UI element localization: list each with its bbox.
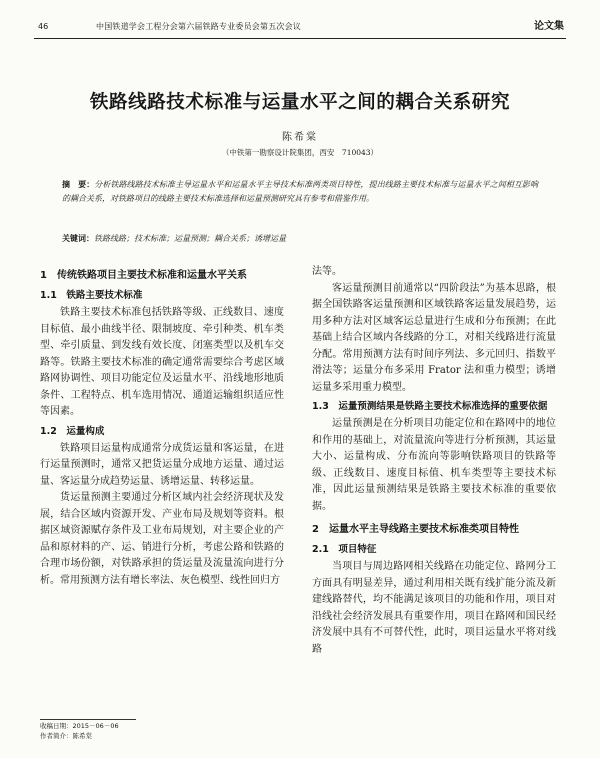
footnote	[40, 721, 119, 741]
keywords-label: 关键词：	[62, 233, 94, 243]
section-2-heading: 2 运量水平主导线路主要技术标准类项目特性	[312, 524, 519, 535]
section-1-3-paragraph: 运量预测是在分析项目功能定位和在路网中的地位和作用的基础上，对流量流向等进行分析预测，其运量大小、运量构成、分布流向等影响铁路项目的铁路等级、正线数目、速度目标值、机车类型等主要技术标准，因此运量预测结果是铁路主要技术标准的重要依据。	[312, 418, 556, 512]
section-1-2-paragraph-1: 铁路项目运量构成通常分成货运量和客运量，在进行运量预测时，通常又把货运量分成地方运量、通过运量、客运量分成趋势运量、诱增运量、转移运量。	[40, 442, 284, 487]
received-date: 收稿日期：2015－06－06	[40, 722, 119, 730]
running-header	[34, 18, 566, 39]
abstract-text: 分析铁路线路技术标准主导运量水平和运量水平主导技术标准两类项目特性，提出线路主要技术标准与运量水平之间相互影响的耦合关系，对铁路项目的线路主要技术标准选择和运量预测研究具有参考和借鉴作用。	[62, 180, 538, 203]
keywords-text: 铁路线路；技术标准；运量预测；耦合关系；诱增运量	[94, 234, 286, 243]
abstract	[62, 178, 538, 205]
section-1-2-heading: 1.2 运量构成	[40, 425, 105, 437]
section-2-1-paragraph: 当项目与周边路网相关线路在功能定位、路网分工方面具有明显差异，通过利用相关既有线扩能分流及新建线路替代，均不能满足该项目的功能和作用，项目对沿线社会经济发展具有重要作用，项目在路网和国民经济发展中具有不可替代性，此时，项目运量水平将对线路	[312, 561, 556, 655]
section-1-1-paragraph: 铁路主要技术标准包括铁路等级、正线数目、速度目标值、最小曲线半径、限制坡度、牵引种类、机车类型、牵引质量、到发线有效长度、闭塞类型以及机车交路等。铁路主要技术标准的确定通常需要综合考虑区域路网协调性、项目功能定位及运量水平、沿线地形地质条件、工程特点、机车选用情况、通道运输组织适应性等因素。	[40, 307, 284, 417]
left-column	[40, 264, 284, 589]
section-1-heading: 1 传统铁路项目主要技术标准和运量水平关系	[40, 270, 247, 281]
paper-title: 铁路线路技术标准与运量水平之间的耦合关系研究	[89, 92, 511, 113]
footnote-rule	[40, 719, 136, 720]
section-1-1-heading: 1.1 铁路主要技术标准	[40, 290, 143, 301]
continued-text: 法等。	[312, 266, 342, 277]
abstract-label: 摘 要：	[62, 179, 95, 189]
paper-author: 陈希棠	[282, 132, 318, 143]
passenger-forecast-paragraph: 客运量预测目前通常以“四阶段法”为基本思路，根据全国铁路客运量预测和区域铁路客运量发展趋势，运用多种方法对区域客运总量进行生成和分布预测；在此基础上结合区域内各线路的分工，对相关线路进行流量分配。常用预测方法有时间序列法、多元回归、指数平滑法等；运量分布多采用 Frator 法和重力模型；诱增运量多采用重力模型。	[312, 282, 556, 393]
page-number: 46	[38, 22, 49, 31]
keywords	[62, 232, 538, 245]
section-name: 论文集	[534, 21, 564, 32]
right-column	[312, 264, 556, 658]
section-2-1-heading: 2.1 项目特征	[312, 544, 377, 555]
author-bio: 作者简介：陈希棠	[40, 732, 92, 740]
section-1-3-heading: 1.3 运量预测结果是铁路主要技术标准选择的重要依据	[312, 401, 548, 412]
paper-affiliation: （中铁第一勘察设计院集团，西安 710043）	[221, 148, 379, 157]
section-1-2-paragraph-2: 货运量预测主要通过分析区域内社会经济现状及发展，结合区域内资源开发、产业布局及规划等资料。根据区域资源赋存条件及工业布局规划，对主要企业的产品和原材料的产、运、销进行分析，考虑公路和铁路的合理市场份额，对铁路承担的货运量及流量流向进行分析。常用预测方法有增长率法、灰色模型、线性回归方	[40, 492, 284, 586]
conference-name: 中国铁道学会工程分会第六届铁路专业委员会第五次会议	[96, 22, 301, 31]
